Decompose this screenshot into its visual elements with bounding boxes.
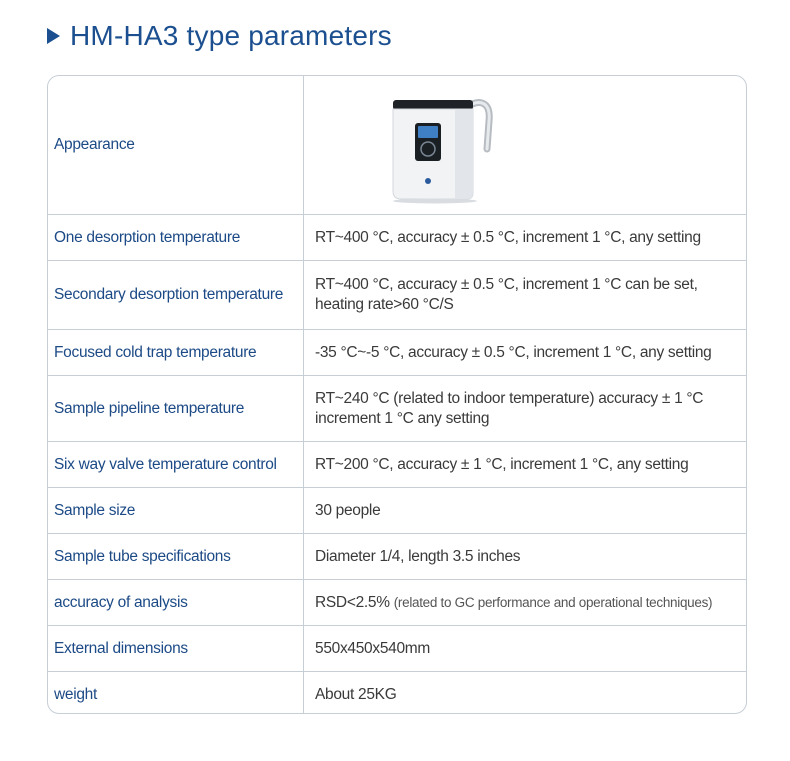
table-row [48,488,746,534]
table-row [48,330,746,376]
row-value [304,580,746,625]
row-value-main: RSD<2.5% [315,593,390,611]
row-value-note: (related to GC performance and operational techniques) [393,594,713,610]
row-label: weight [48,672,304,714]
table-row [48,442,746,488]
row-value: 550x450x540mm [315,639,431,657]
page-title-text: HM-HA3 type parameters [70,20,392,51]
table-row [48,261,746,330]
table-row [48,672,746,714]
row-label: Sample size [48,488,304,533]
table-row [48,580,746,626]
table-row [48,534,746,580]
row-value: RT~240 °C (related to indoor temperature) accuracy ± 1 °C increment 1 °C any setting [315,389,704,427]
row-label: External dimensions [48,626,304,671]
row-label: Focused cold trap temperature [48,330,304,375]
row-label: One desorption temperature [48,215,304,260]
page-title [47,20,392,52]
row-label: Appearance [48,76,304,214]
parameters-table [47,75,747,714]
row-value: Diameter 1/4, length 3.5 inches [315,547,521,565]
triangle-bullet-icon [47,28,60,44]
table-row [48,626,746,672]
row-value: RT~200 °C, accuracy ± 1 °C, increment 1 °C, any setting [315,455,689,473]
row-label: Sample tube specifications [48,534,304,579]
table-row [48,376,746,442]
table-row-appearance [48,76,746,215]
row-label: Secondary desorption temperature [48,261,304,329]
row-value-appearance [304,76,746,214]
row-value: RT~400 °C, accuracy ± 0.5 °C, increment 1 °C can be set, heating rate>60 °C/S [315,276,698,313]
row-value: -35 °C~-5 °C, accuracy ± 0.5 °C, increment 1 °C, any setting [315,343,712,361]
table-row [48,215,746,261]
row-label: Six way valve temperature control [48,442,304,487]
row-value: About 25KG [315,686,397,703]
row-label: Sample pipeline temperature [48,376,304,441]
device-image [379,85,499,205]
row-label: accuracy of analysis [48,580,304,625]
row-value: 30 people [315,501,381,519]
row-value: RT~400 °C, accuracy ± 0.5 °C, increment 1 °C, any setting [315,228,701,246]
